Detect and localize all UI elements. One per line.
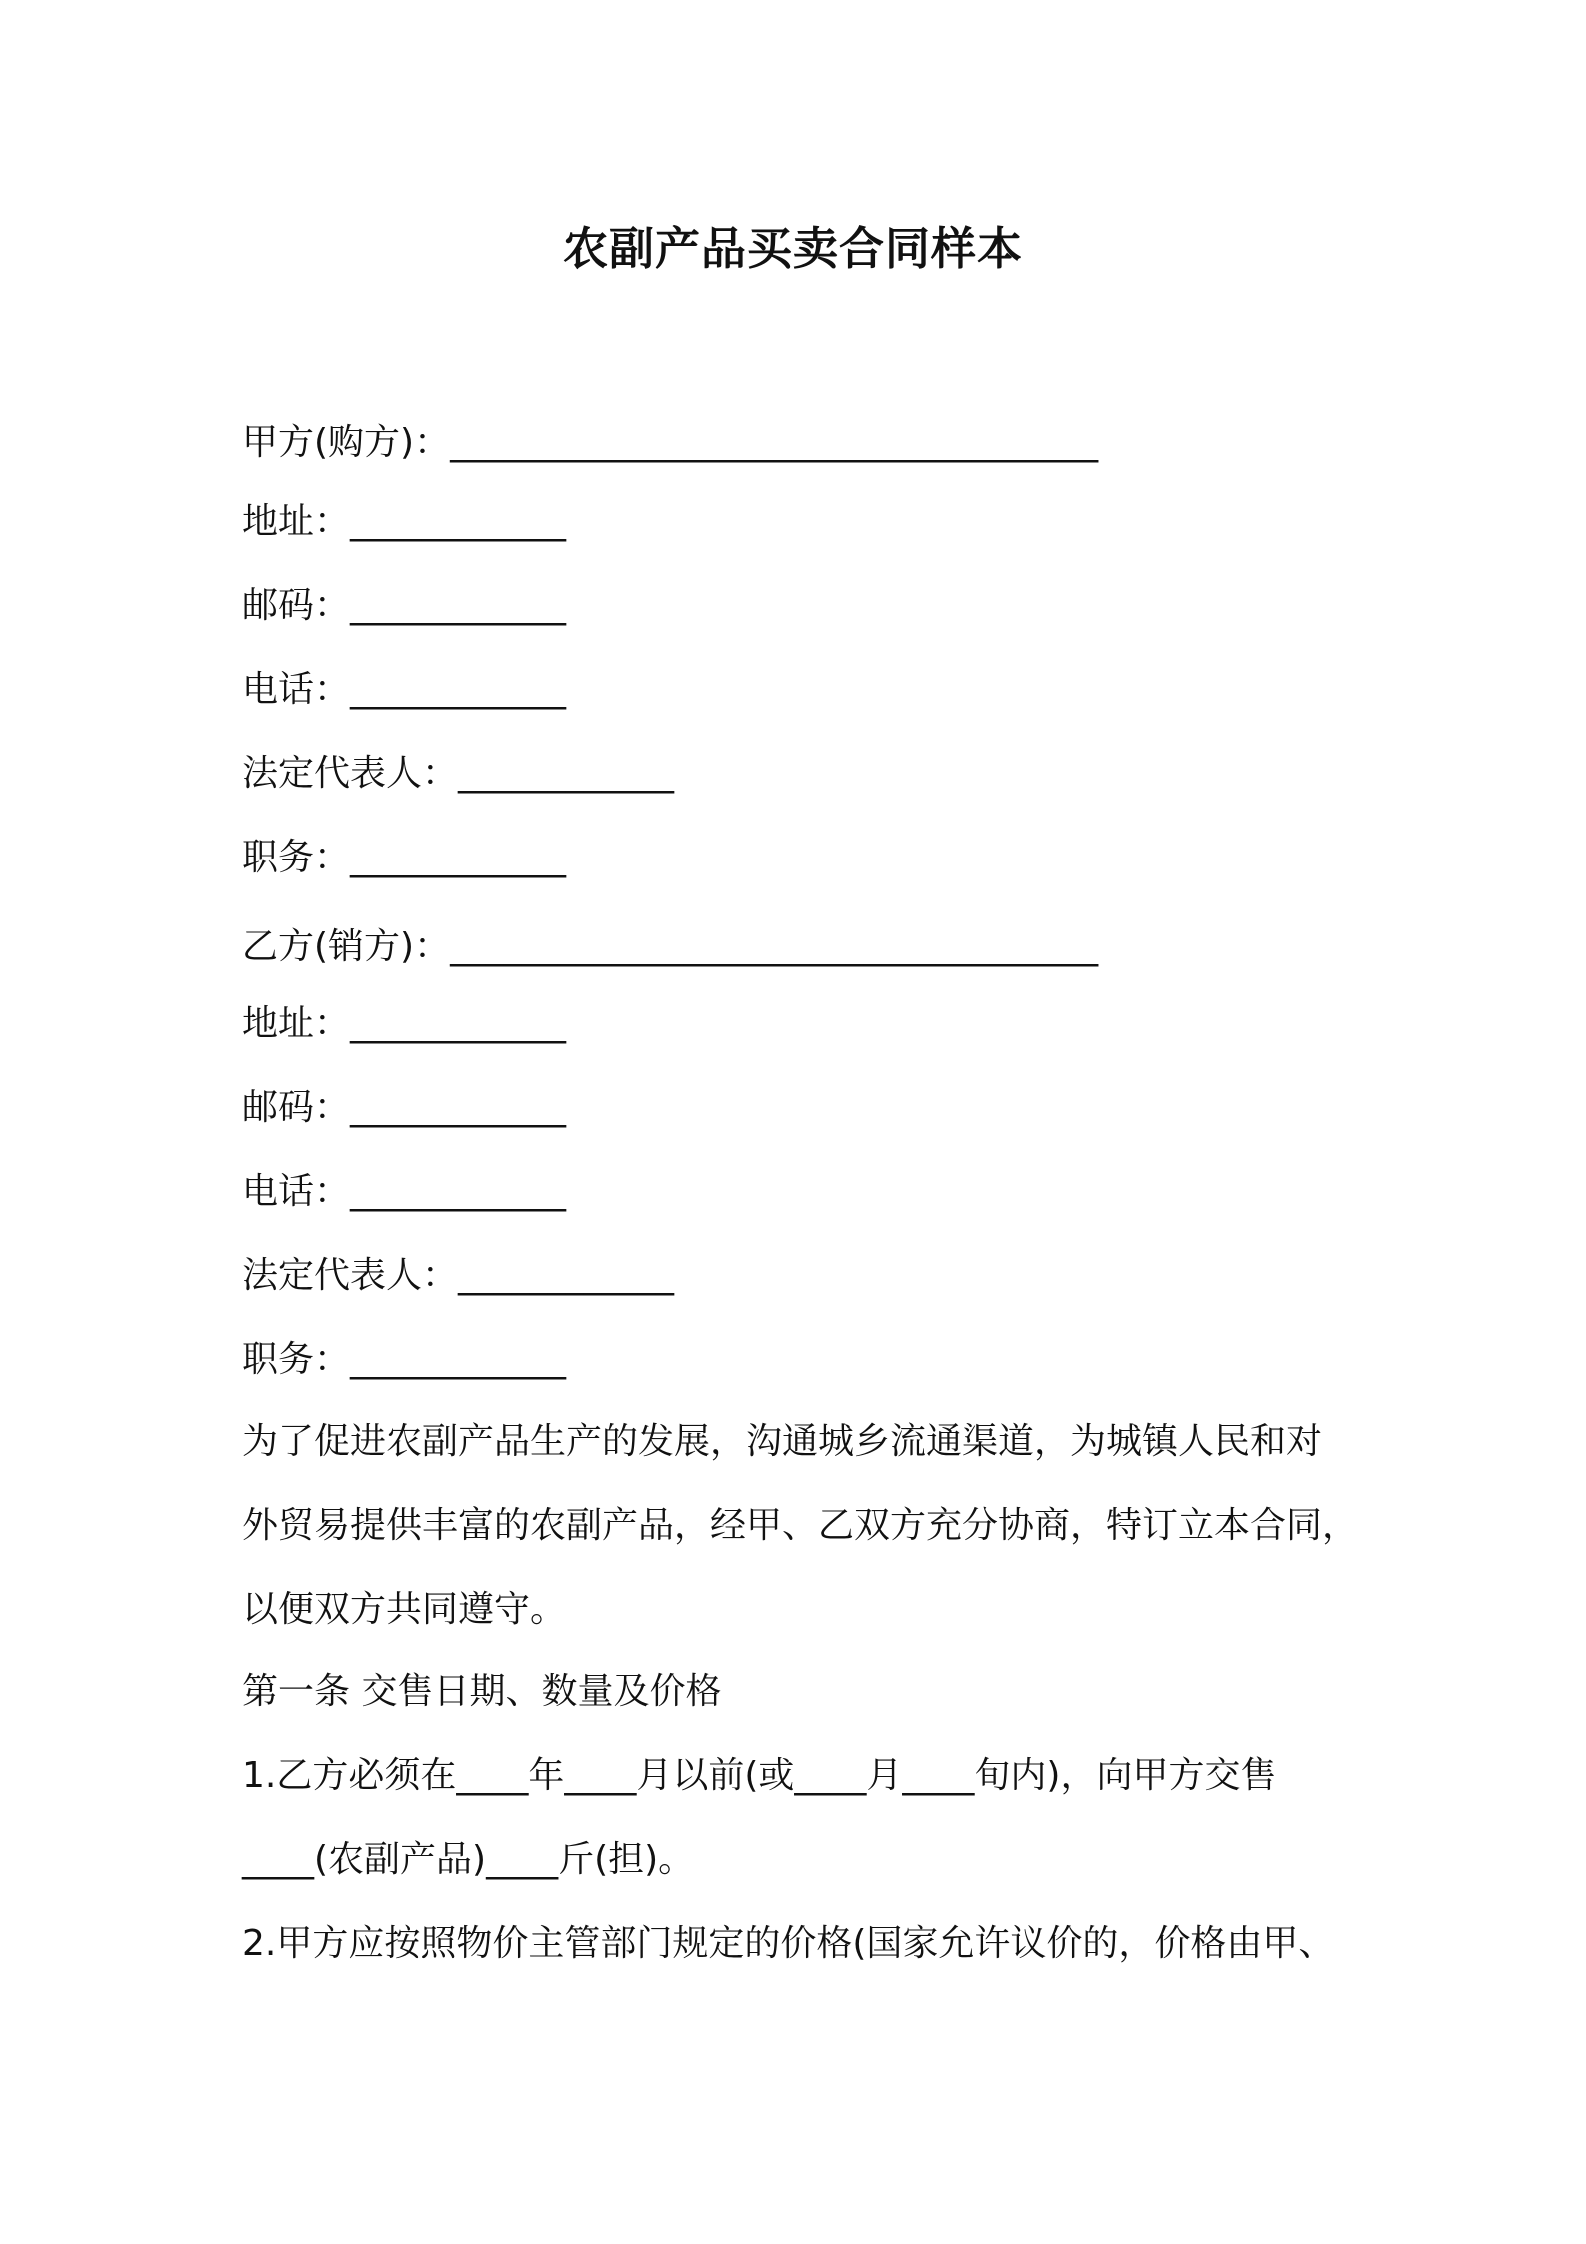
party-a-representative-line xyxy=(242,749,674,799)
field-label: 邮码： xyxy=(242,585,351,626)
field-label: 邮码： xyxy=(242,1087,351,1128)
party-b-heading-line xyxy=(242,922,1098,972)
party-a-heading-line xyxy=(242,418,1098,468)
preamble-line: 外贸易提供丰富的农副产品，经甲、乙双方充分协商，特订立本合同， xyxy=(242,1505,1359,1546)
article-1-heading: 第一条 交售日期、数量及价格 xyxy=(242,1671,722,1712)
document-title: 农副产品买卖合同样本 xyxy=(562,222,1023,275)
field-blank: ____________ xyxy=(350,501,567,542)
article-1-line: ____(农副产品)____斤(担)。 xyxy=(242,1839,695,1880)
field-label: 电话： xyxy=(242,669,351,710)
party-b-phone-line xyxy=(242,1167,566,1217)
field-blank: ____________ xyxy=(350,1087,567,1128)
preamble-line: 以便双方共同遵守。 xyxy=(242,1589,567,1630)
article-1-line: 2.甲方应按照物价主管部门规定的价格(国家允许议价的，价格由甲、 xyxy=(242,1923,1335,1964)
field-blank: ____________ xyxy=(458,1255,675,1296)
party-b-heading: 乙方(销方)： xyxy=(242,926,451,967)
party-b-address-line xyxy=(242,999,566,1049)
party-a-postcode-line xyxy=(242,581,566,631)
field-label: 地址： xyxy=(242,1003,351,1044)
article-1-line: 1.乙方必须在____年____月以前(或____月____旬内)，向甲方交售 xyxy=(242,1755,1277,1796)
party-a-name-blank: ____________________________________ xyxy=(450,422,1099,463)
field-blank: ____________ xyxy=(350,837,567,878)
party-b-representative-line xyxy=(242,1251,674,1301)
party-a-heading: 甲方(购方)： xyxy=(242,422,451,463)
field-label: 职务： xyxy=(242,837,351,878)
field-blank: ____________ xyxy=(350,1171,567,1212)
field-blank: ____________ xyxy=(350,1003,567,1044)
field-label: 法定代表人： xyxy=(242,753,459,794)
field-blank: ____________ xyxy=(458,753,675,794)
field-blank: ____________ xyxy=(350,669,567,710)
party-b-postcode-line xyxy=(242,1083,566,1133)
field-blank: ____________ xyxy=(350,1339,567,1380)
party-b-position-line xyxy=(242,1335,566,1385)
party-a-position-line xyxy=(242,833,566,883)
party-a-phone-line xyxy=(242,665,566,715)
field-blank: ____________ xyxy=(350,585,567,626)
party-a-address-line xyxy=(242,497,566,547)
party-b-name-blank: ____________________________________ xyxy=(450,926,1099,967)
field-label: 职务： xyxy=(242,1339,351,1380)
field-label: 法定代表人： xyxy=(242,1255,459,1296)
field-label: 地址： xyxy=(242,501,351,542)
field-label: 电话： xyxy=(242,1171,351,1212)
preamble-line: 为了促进农副产品生产的发展，沟通城乡流通渠道，为城镇人民和对 xyxy=(242,1421,1323,1462)
